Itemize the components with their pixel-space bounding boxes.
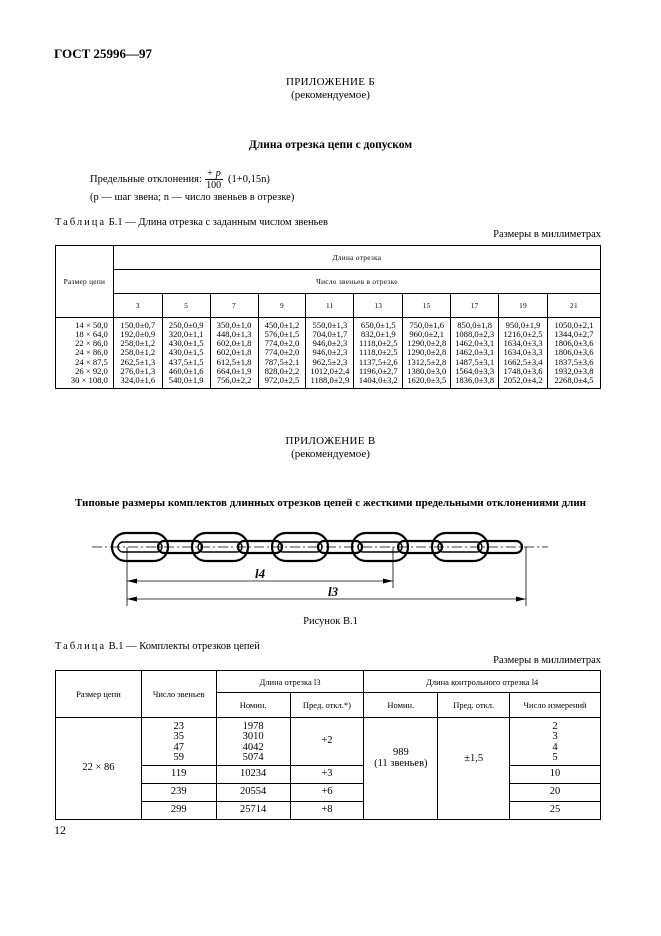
- table-v1-chain-size: 22 × 86: [56, 718, 142, 820]
- nom-value: 3010: [242, 731, 264, 742]
- length-value: 962,5±2,3: [312, 356, 348, 367]
- length-value: 448,0±1,3: [216, 329, 252, 340]
- links-value: 35: [173, 731, 184, 742]
- length-value: 1806,0±3,6: [554, 338, 594, 349]
- label-l3: l3: [328, 584, 339, 599]
- length-value: 150,0±0,7: [120, 320, 156, 330]
- length-value: 602,0±1,8: [216, 347, 252, 358]
- length-value: 704,0±1,7: [312, 329, 348, 340]
- table-b1-header-links: Число звеньев в отрезке: [113, 270, 600, 294]
- size-value: 18 × 64,0: [75, 329, 108, 340]
- length-value: 430,0±1,5: [168, 347, 204, 358]
- size-value: 24 × 87,5: [75, 356, 108, 367]
- formula-note: (p — шаг звена; n — число звеньев в отрезке): [90, 192, 295, 203]
- length-value: 258,0±1,2: [120, 347, 156, 358]
- length-value: 960,0±2,1: [409, 329, 445, 340]
- link-count-cell: 11: [306, 294, 354, 318]
- length-value: 1564,0±3,3: [455, 365, 495, 376]
- length-value: 1344,0±2,7: [554, 329, 594, 340]
- table-v1-header-links: Число звеньев: [141, 671, 216, 718]
- links-value: 59: [173, 752, 184, 763]
- links-cell: 239: [141, 784, 216, 802]
- length-value: 1290,0±2,8: [407, 338, 447, 349]
- length-value: 550,0±1,3: [312, 320, 348, 330]
- length-value: 612,5±1,8: [216, 356, 252, 367]
- size-value: 26 × 92,0: [75, 365, 108, 376]
- length-value: 1012,0±2,4: [310, 365, 350, 376]
- appendix-v-section-title: Типовые размеры комплектов длинных отрезков цепей с жесткими предельными отклонениями длин: [74, 497, 587, 509]
- length-value: 1137,5±2,6: [358, 356, 398, 367]
- table-b1-col-cell: [162, 318, 210, 389]
- table-v1-header-l3: Длина отрезка l3: [216, 671, 364, 693]
- length-value: 437,5±1,5: [168, 356, 204, 367]
- arrow-head: [383, 579, 393, 584]
- arrow-head: [516, 597, 526, 602]
- length-value: 950,0±1,9: [505, 320, 541, 330]
- length-value: 250,0±0,9: [168, 320, 204, 330]
- length-value: 1634,0±3,3: [503, 347, 543, 358]
- appendix-v-title: ПРИЛОЖЕНИЕ В: [285, 435, 376, 447]
- l4-nom-value: 989: [392, 747, 409, 758]
- length-value: 774,0±2,0: [264, 338, 300, 349]
- link-count-cell: 5: [162, 294, 210, 318]
- appendix-b-subtitle: (рекомендуемое): [291, 89, 370, 101]
- table-b1-sizes-cell: [56, 318, 114, 389]
- l4-links-value: (11 звеньев): [374, 757, 428, 769]
- table-v1-header-dev2: Пред. откл.: [438, 693, 510, 718]
- table-v1-header-nom2: Номин.: [364, 693, 438, 718]
- length-value: 576,0±1,5: [264, 329, 300, 340]
- table-b1: [55, 245, 601, 389]
- size-value: 22 × 86,0: [75, 338, 108, 349]
- length-value: 1487,5±3,1: [455, 356, 495, 367]
- table-b1-body-row: [56, 318, 601, 389]
- length-value: 1462,0±3,1: [455, 338, 495, 349]
- link-count-cell: 21: [548, 294, 601, 318]
- table-v1-header-l4: Длина контрольного отрезка l4: [364, 671, 601, 693]
- length-value: 1088,0±2,3: [455, 329, 495, 340]
- table-b1-units: Размеры в миллиметрах: [493, 229, 601, 240]
- table-v1-l4-dev: ±1,5: [438, 718, 510, 820]
- length-value: 756,0±2,2: [216, 374, 252, 385]
- length-value: 602,0±1,8: [216, 338, 252, 349]
- table-v1-header-dev: Пред. откл.*): [290, 693, 364, 718]
- table-v1-dev-group: +2: [290, 718, 364, 766]
- figure-caption: Рисунок В.1: [303, 616, 358, 627]
- length-value: 664,0±1,9: [216, 365, 252, 376]
- formula-numerator: + p: [206, 168, 221, 179]
- table-b1-col-cell: [451, 318, 499, 389]
- formula-tail: (1+0,15n): [228, 173, 270, 185]
- length-value: 946,0±2,3: [312, 347, 348, 358]
- count-cell: 10: [510, 766, 601, 784]
- length-value: 972,0±2,5: [264, 374, 300, 385]
- length-value: 832,0±1,9: [360, 329, 396, 340]
- chain-figure: [90, 518, 550, 610]
- length-value: 262,5±1,3: [120, 356, 156, 367]
- table-v1-caption-text: В.1 — Комплекты отрезков цепей: [108, 641, 260, 652]
- table-b1-header-chain-size: Размер цепи: [56, 246, 114, 318]
- table-v1-header-nom: Номин.: [216, 693, 290, 718]
- table-v1-units: Размеры в миллиметрах: [493, 655, 601, 666]
- length-value: 1404,0±3,2: [358, 374, 398, 385]
- length-value: 1620,0±3,5: [407, 374, 447, 385]
- length-value: 750,0±1,6: [409, 320, 445, 330]
- length-value: 1836,0±3,8: [455, 374, 495, 385]
- table-v1-header-count: Число измерений: [510, 693, 601, 718]
- formula-label: Предельные отклонения:: [90, 173, 202, 185]
- count-value: 4: [552, 741, 558, 753]
- link-count-cell: 19: [499, 294, 548, 318]
- table-v1-links-group: [141, 718, 216, 766]
- table-b1-col-cell: [258, 318, 306, 389]
- link-count-cell: 17: [451, 294, 499, 318]
- links-cell: 299: [141, 802, 216, 820]
- arrow-head: [127, 597, 137, 602]
- table-b1-caption-prefix: Таблица: [55, 217, 107, 228]
- appendix-b-title: ПРИЛОЖЕНИЕ Б: [286, 76, 375, 88]
- table-b1-col-cell: [306, 318, 354, 389]
- length-value: 2268,0±4,5: [554, 374, 594, 385]
- table-b1-col-cell: [210, 318, 258, 389]
- length-value: 1748,0±3,6: [503, 365, 543, 376]
- length-value: 192,0±0,9: [120, 329, 156, 340]
- length-value: 650,0±1,5: [360, 320, 396, 330]
- count-value: 5: [552, 752, 558, 763]
- length-value: 787,5±2,1: [264, 356, 300, 367]
- table-b1-caption: [55, 217, 328, 228]
- table-v1-caption: [55, 641, 260, 652]
- table-b1-link-count-row: [56, 294, 601, 318]
- length-value: 828,0±2,2: [264, 365, 300, 376]
- length-value: 430,0±1,5: [168, 338, 204, 349]
- table-v1-header-chain-size: Размер цепи: [56, 671, 142, 718]
- count-cell: 25: [510, 802, 601, 820]
- length-value: 1290,0±2,8: [407, 347, 447, 358]
- table-v1-count-group: [510, 718, 601, 766]
- table-v1-caption-prefix: Таблица: [55, 641, 107, 652]
- count-cell: 20: [510, 784, 601, 802]
- dev-cell: +8: [290, 802, 364, 820]
- length-value: 1932,0±3,8: [554, 365, 594, 376]
- length-value: 450,0±1,2: [264, 320, 300, 330]
- count-value: 3: [552, 731, 558, 742]
- length-value: 1380,0±3,0: [407, 365, 447, 376]
- table-b1-col-cell: [403, 318, 451, 389]
- length-value: 1634,0±3,3: [503, 338, 543, 349]
- formula-denominator: 100: [206, 180, 222, 191]
- length-value: 1196,0±2,7: [358, 365, 398, 376]
- length-value: 2052,0±4,2: [503, 374, 543, 385]
- dev-cell: +6: [290, 784, 364, 802]
- size-value: 14 × 50,0: [75, 320, 108, 330]
- length-value: 946,0±2,3: [312, 338, 348, 349]
- table-b1-col-cell: [113, 318, 162, 389]
- table-b1-col-cell: [354, 318, 403, 389]
- page-number: 12: [54, 823, 66, 837]
- size-value: 24 × 86,0: [75, 347, 108, 358]
- length-value: 1118,0±2,5: [359, 347, 398, 358]
- arrow-head: [127, 579, 137, 584]
- table-v1-nom-group: [216, 718, 290, 766]
- nom-value: 4042: [242, 741, 264, 753]
- dev-cell: +3: [290, 766, 364, 784]
- link-count-cell: 13: [354, 294, 403, 318]
- appendix-b-section-title: Длина отрезка цепи с допуском: [248, 139, 413, 151]
- nom-value: 1978: [242, 720, 264, 732]
- length-value: 1118,0±2,5: [359, 338, 398, 349]
- formula-line: [90, 168, 270, 191]
- length-value: 1050,0±2,1: [554, 320, 594, 330]
- length-value: 1462,0±3,1: [455, 347, 495, 358]
- table-b1-header-length: Длина отрезка: [113, 246, 600, 270]
- length-value: 1216,0±2,5: [503, 329, 543, 340]
- length-value: 320,0±1,1: [168, 329, 204, 340]
- document-code: ГОСТ 25996—97: [54, 46, 153, 61]
- table-b1-col-cell: [499, 318, 548, 389]
- length-value: 350,0±1,0: [216, 320, 252, 330]
- nom-value: 5074: [242, 752, 264, 763]
- link-count-cell: 9: [258, 294, 306, 318]
- appendix-v-subtitle: (рекомендуемое): [291, 448, 370, 460]
- length-value: 1806,0±3,6: [554, 347, 594, 358]
- link-count-cell: 15: [403, 294, 451, 318]
- length-value: 850,0±1,8: [457, 320, 493, 330]
- links-value: 47: [173, 741, 184, 753]
- label-l4: l4: [255, 566, 266, 581]
- nom-cell: 20554: [216, 784, 290, 802]
- table-v1-l4-nom: [364, 718, 438, 820]
- length-value: 324,0±1,6: [120, 374, 156, 385]
- length-value: 1662,5±3,4: [503, 356, 543, 367]
- length-value: 540,0±1,9: [168, 374, 204, 385]
- table-b1-caption-text: Б.1 — Длина отрезка с заданным числом звеньев: [108, 217, 329, 228]
- size-value: 30 × 108,0: [70, 374, 108, 385]
- length-value: 1188,0±2,9: [310, 374, 350, 385]
- length-value: 1837,5±3,6: [554, 356, 594, 367]
- nom-cell: 10234: [216, 766, 290, 784]
- length-value: 276,0±1,3: [120, 365, 156, 376]
- formula-fraction: [205, 168, 223, 191]
- nom-cell: 25714: [216, 802, 290, 820]
- length-value: 1312,5±2,8: [407, 356, 447, 367]
- length-value: 774,0±2,0: [264, 347, 300, 358]
- count-value: 2: [552, 720, 558, 732]
- table-v1: [55, 670, 601, 820]
- links-cell: 119: [141, 766, 216, 784]
- length-value: 258,0±1,2: [120, 338, 156, 349]
- table-b1-col-cell: [548, 318, 601, 389]
- link-count-cell: 7: [210, 294, 258, 318]
- link-count-cell: 3: [113, 294, 162, 318]
- links-value: 23: [173, 720, 184, 732]
- length-value: 460,0±1,6: [168, 365, 204, 376]
